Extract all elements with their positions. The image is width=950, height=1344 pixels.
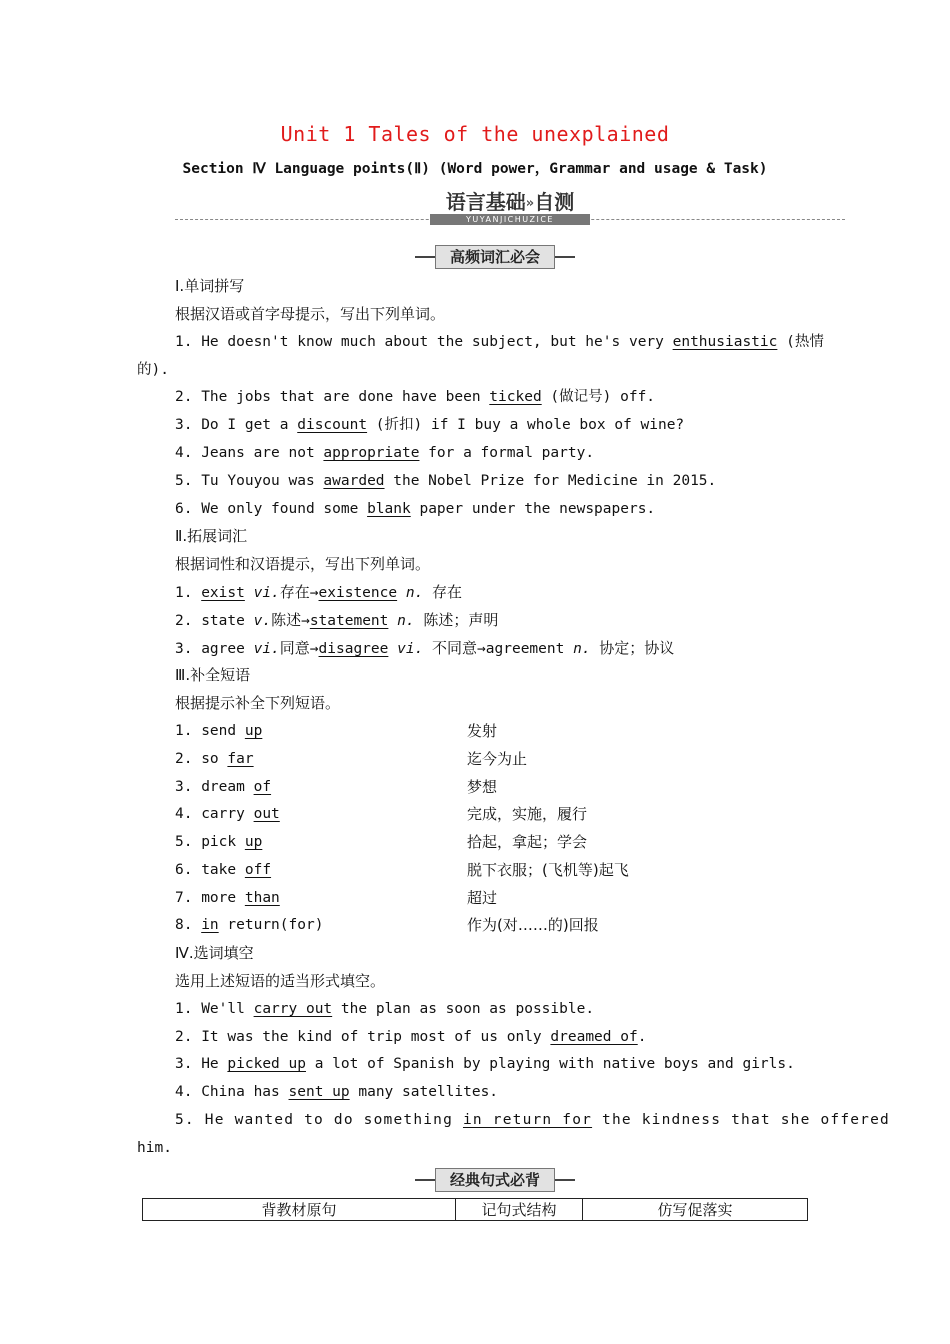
answer-text: up	[244, 834, 263, 850]
part3-heading: Ⅲ.补全短语	[175, 666, 251, 684]
meaning-text: 存在	[279, 583, 310, 601]
sentence-table	[142, 1198, 808, 1221]
list-item	[175, 638, 674, 659]
list-item	[175, 915, 323, 935]
item-text: return(for)	[218, 917, 324, 933]
item-text: China has	[201, 1084, 289, 1100]
part4-heading: Ⅳ.选词填空	[175, 944, 254, 962]
item-number: 3.	[175, 1056, 202, 1072]
answer-text: in	[201, 917, 219, 933]
meaning-text: 协定；协议	[599, 639, 675, 657]
item-text: pick	[201, 834, 245, 850]
answer-text: dreamed of	[550, 1029, 638, 1045]
item-number: 2.	[175, 389, 202, 405]
item-text: the plan as soon as possible.	[332, 1001, 595, 1017]
part4-instruction: 选用上述短语的适当形式填空。	[175, 972, 386, 990]
item-text: many satellites.	[349, 1084, 499, 1100]
part1-heading: Ⅰ.单词拼写	[175, 277, 245, 295]
list-item	[175, 999, 594, 1019]
answer-text: disagree	[318, 641, 389, 657]
item-number: 5.	[175, 473, 202, 489]
table-header-cell: 记句式结构	[456, 1199, 583, 1221]
answer-text: up	[244, 723, 263, 739]
list-item	[175, 804, 280, 824]
answer-text: off	[244, 862, 272, 878]
list-item	[175, 582, 462, 603]
item-text: so	[201, 751, 228, 767]
item-number: 4.	[175, 1084, 202, 1100]
item-text: He doesn't know much about the subject, but he's very	[201, 334, 673, 350]
item-text: 的).	[137, 362, 169, 378]
item-text: (热情	[777, 334, 824, 350]
item-text: Tu Youyou was	[201, 473, 324, 489]
meaning-text: 存在	[432, 583, 463, 601]
answer-text: blank	[367, 501, 411, 517]
answer-text: appropriate	[323, 445, 420, 461]
answer-text: awarded	[323, 473, 385, 489]
list-item	[175, 443, 594, 463]
item-number: 1.	[175, 1001, 202, 1017]
heading-label: 高频词汇必会	[435, 245, 555, 269]
meaning-text: 陈述；声明	[423, 611, 499, 629]
item-text: We only found some	[201, 501, 368, 517]
item-number: 1.	[175, 334, 202, 350]
answer-text: carry out	[253, 1001, 333, 1017]
item-text: more	[201, 890, 245, 906]
part1-instruction: 根据汉语或首字母提示，写出下列单词。	[175, 305, 446, 323]
list-item	[175, 610, 498, 631]
item-number: 7.	[175, 890, 202, 906]
part2-instruction: 根据词性和汉语提示，写出下列单词。	[175, 555, 431, 573]
phrase-meaning	[467, 721, 497, 742]
list-item	[175, 832, 262, 852]
list-item	[175, 1027, 646, 1047]
part-of-speech: vi.	[244, 641, 280, 657]
item-number: 3.	[175, 417, 202, 433]
list-item	[175, 777, 271, 797]
phrase-meaning	[467, 888, 497, 909]
arrow-right-icon: →	[309, 641, 319, 657]
meaning-text: 脱下衣服；(飞机等)起飞	[467, 861, 629, 879]
item-text: The jobs that are done have been	[201, 389, 490, 405]
answer-text: discount	[297, 417, 368, 433]
item-text: the kindness that she offered	[592, 1112, 890, 1128]
phrase-meaning	[467, 860, 629, 881]
banner-subtitle: YUYANJICHUZICE	[430, 214, 590, 225]
item-text: take	[201, 862, 245, 878]
item-text: him.	[137, 1140, 172, 1156]
item-number: 5.	[175, 1112, 205, 1128]
item-number: 6.	[175, 862, 202, 878]
list-item	[175, 749, 254, 769]
meaning-text: 超过	[467, 889, 498, 907]
answer-text: exist	[201, 585, 245, 601]
list-item	[175, 415, 684, 435]
part-of-speech: vi.	[388, 641, 433, 657]
answer-text: agree	[201, 641, 245, 657]
part-of-speech: n.	[397, 585, 433, 601]
list-item	[175, 1082, 498, 1102]
list-item	[175, 888, 280, 908]
meaning-text: 迄今为止	[467, 750, 528, 768]
meaning-text: 发射	[467, 722, 498, 740]
item-text: .	[637, 1029, 647, 1045]
meaning-text: 作为(对……的)回报	[467, 916, 599, 934]
meaning-text: 梦想	[467, 778, 498, 796]
meaning-text: 拾起，拿起；学会	[467, 833, 588, 851]
item-number: 6.	[175, 501, 202, 517]
answer-text: far	[227, 751, 254, 767]
meaning-text: 完成，实施，履行	[467, 805, 588, 823]
list-item	[175, 499, 655, 519]
answer-text: statement	[309, 613, 389, 629]
banner	[175, 186, 845, 226]
item-number: 4.	[175, 806, 202, 822]
answer-text: existence	[318, 585, 398, 601]
item-text: carry	[201, 806, 254, 822]
table-header-cell: 仿写促落实	[583, 1199, 808, 1221]
item-text: the Nobel Prize for Medicine in 2015.	[384, 473, 717, 489]
phrase-meaning	[467, 804, 587, 825]
item-number: 2.	[175, 613, 202, 629]
answer-text: sent up	[288, 1084, 350, 1100]
part-of-speech: v.	[244, 613, 272, 629]
part2-heading: Ⅱ.拓展词汇	[175, 527, 248, 545]
table-header-row	[143, 1199, 808, 1221]
item-text: paper under the newspapers.	[410, 501, 656, 517]
heading-label: 经典句式必背	[435, 1168, 555, 1192]
item-text: Jeans are not	[201, 445, 324, 461]
meaning-text: 陈述	[271, 611, 302, 629]
item-text: Do I get a	[201, 417, 298, 433]
answer-text: than	[244, 890, 280, 906]
item-number: 2.	[175, 751, 202, 767]
item-text: agreement	[485, 641, 565, 657]
answer-text: ticked	[489, 389, 542, 405]
banner-title-a: 语言基础	[445, 190, 526, 214]
meaning-text: 不同意	[432, 639, 478, 657]
item-text: He wanted to do something	[204, 1112, 463, 1128]
part3-instruction: 根据提示补全下列短语。	[175, 694, 341, 712]
list-item-continuation	[137, 360, 169, 380]
arrow-right-icon: →	[477, 641, 486, 657]
arrow-right-icon: →	[309, 585, 319, 601]
meaning-text: 同意	[279, 639, 310, 657]
item-text: (做记号) off.	[541, 389, 656, 405]
item-text: (折扣) if I buy a whole box of wine?	[367, 417, 685, 433]
item-number: 2.	[175, 1029, 202, 1045]
banner-title	[425, 186, 595, 215]
item-text: send	[201, 723, 245, 739]
answer-text: picked up	[227, 1056, 306, 1072]
list-item	[175, 471, 716, 491]
phrase-meaning	[467, 832, 587, 853]
part-of-speech: vi.	[244, 585, 280, 601]
phrase-meaning	[467, 915, 599, 936]
answer-text: state	[201, 613, 245, 629]
list-item	[175, 860, 271, 880]
list-item	[175, 1110, 890, 1130]
item-text: for a formal party.	[419, 445, 595, 461]
chevron-right-icon: »	[525, 196, 535, 211]
list-item	[175, 332, 824, 352]
section-heading-sentences	[415, 1166, 575, 1192]
phrase-meaning	[467, 777, 497, 798]
item-number: 8.	[175, 917, 202, 933]
item-number: 3.	[175, 779, 202, 795]
item-number: 3.	[175, 641, 202, 657]
item-number: 4.	[175, 445, 202, 461]
item-number: 1.	[175, 585, 202, 601]
answer-text: enthusiastic	[672, 334, 778, 350]
item-text: a lot of Spanish by playing with native boys and girls.	[305, 1056, 795, 1072]
banner-title-b: 自测	[534, 190, 575, 214]
answer-text: out	[253, 806, 280, 822]
item-text: We'll	[201, 1001, 254, 1017]
part-of-speech: n.	[564, 641, 600, 657]
section-subtitle: Section Ⅳ Language points(Ⅱ) (Word power，Grammar and usage & Task)	[182, 161, 768, 177]
item-text: He	[201, 1056, 228, 1072]
item-text: dream	[201, 779, 254, 795]
item-number: 1.	[175, 723, 202, 739]
arrow-right-icon: →	[301, 613, 310, 629]
list-item	[175, 1054, 795, 1074]
table-header-cell: 背教材原句	[143, 1199, 456, 1221]
item-number: 5.	[175, 834, 202, 850]
list-item	[175, 387, 655, 407]
list-item-continuation	[137, 1138, 172, 1158]
phrase-meaning	[467, 749, 527, 770]
answer-text: of	[253, 779, 272, 795]
item-text: It was the kind of trip most of us only	[201, 1029, 551, 1045]
section-heading-vocab	[415, 243, 575, 269]
list-item	[175, 721, 262, 741]
part-of-speech: n.	[388, 613, 424, 629]
document-title: Unit 1 Tales of the unexplained	[280, 122, 670, 146]
answer-text: in return for	[462, 1112, 593, 1128]
